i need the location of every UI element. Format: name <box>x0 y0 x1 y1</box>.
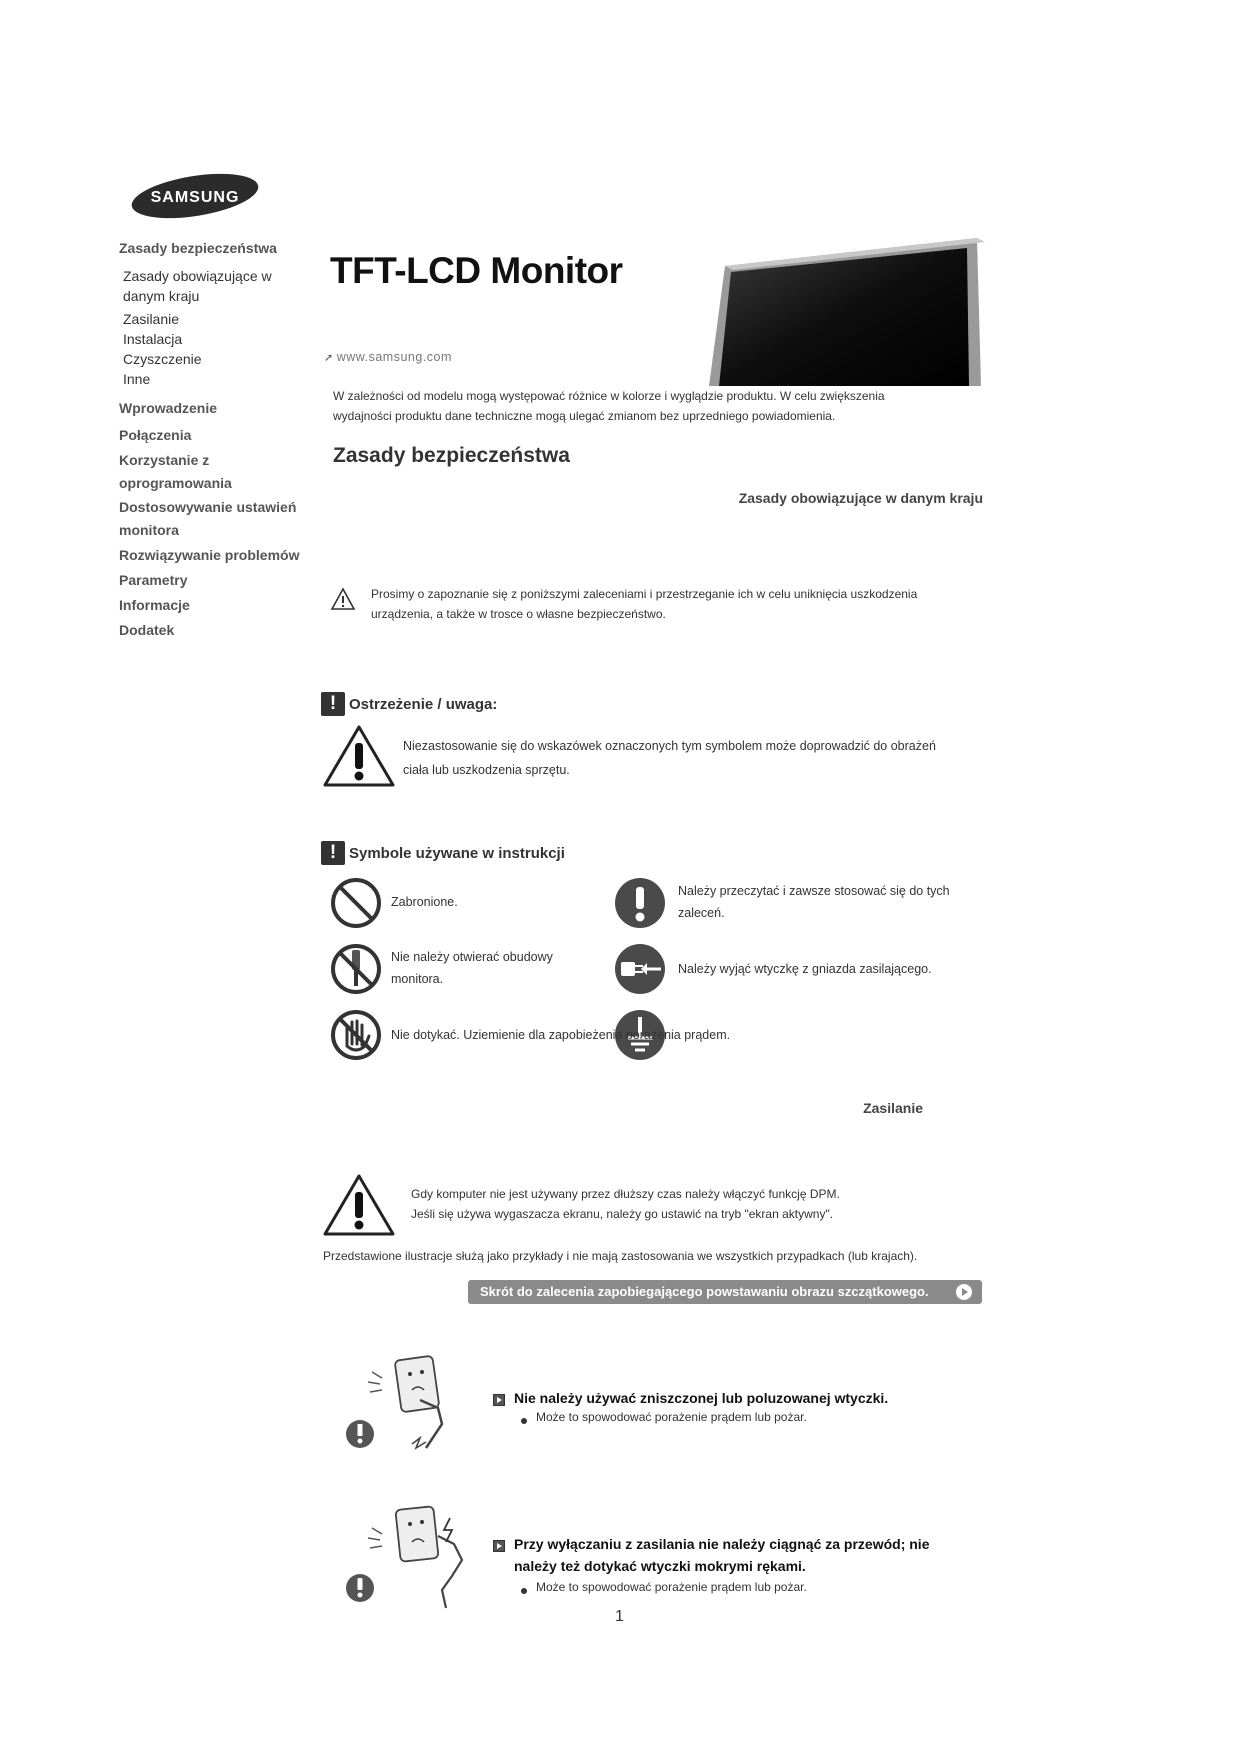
exclamation-box-icon: ! <box>321 841 345 865</box>
symbol-must-read-line-2: zaleceń. <box>678 906 725 920</box>
website-link[interactable] <box>324 350 452 364</box>
sidebar-item-safety[interactable]: Zasady bezpieczeństwa <box>119 240 277 256</box>
warning-heading: Ostrzeżenie / uwaga: <box>349 696 498 713</box>
warning-text <box>403 734 993 782</box>
symbol-must-read-line-1: Należy przeczytać i zawsze stosować się do tych <box>678 884 950 898</box>
wet-hands-plug-illustration <box>342 1500 492 1620</box>
arrow-icon: ➚ <box>324 352 334 364</box>
sidebar-item-connections[interactable]: Połączenia <box>119 427 192 443</box>
intro-text <box>371 584 981 624</box>
warning-triangle-icon <box>322 1172 396 1238</box>
sidebar-item-adjusting[interactable]: Dostosowywanie ustawień <box>119 499 297 515</box>
square-arrow-bullet-icon <box>493 1540 505 1552</box>
notice-line-2: wydajności produktu dane techniczne mogą ulegać zmianom bez uprzedniego powiadomienia. <box>333 409 836 423</box>
symbol-forbidden-label: Zabronione. <box>391 895 458 909</box>
symbol-no-open-line-2: monitora. <box>391 972 444 986</box>
symbol-no-open-line-1: Nie należy otwierać obudowy <box>391 950 553 964</box>
mandatory-exclamation-icon <box>613 876 667 930</box>
sidebar-subitem-installation[interactable]: Instalacja <box>123 331 183 347</box>
unplug-icon <box>613 942 667 996</box>
monitor-image <box>705 236 985 386</box>
warning-line-1: Niezastosowanie się do wskazówek oznaczonych tym symbolem może doprowadzić do obrażeń <box>403 739 936 753</box>
intro-line-1: Prosimy o zapoznanie się z poniższymi zaleceniami i przestrzeganie ich w celu uniknięcia uszkodzenia <box>371 587 918 601</box>
sidebar-subitem-country-rules[interactable]: Zasady obowiązujące w <box>123 268 272 284</box>
rule2-title <box>514 1533 929 1577</box>
no-disassemble-icon <box>329 942 383 996</box>
sidebar-item-software[interactable]: Korzystanie z <box>119 452 210 468</box>
page-number: 1 <box>615 1608 624 1625</box>
bullet-dot-icon <box>521 1588 527 1594</box>
no-touch-hand-icon <box>329 1008 383 1062</box>
illustration-note: Przedstawione ilustracje służą jako przykłady i nie mają zastosowania we wszystkich przypadkach (lub krajach). <box>323 1249 918 1263</box>
rule1-title: Nie należy używać zniszczonej lub poluzowanej wtyczki. <box>514 1390 889 1406</box>
sidebar-item-troubleshooting[interactable]: Rozwiązywanie problemów <box>119 547 300 563</box>
sidebar-subitem-cleaning[interactable]: Czyszczenie <box>123 351 202 367</box>
rule2-title-line-2: należy też dotykać wtyczki mokrymi rękami. <box>514 1558 806 1574</box>
exclamation-box-icon: ! <box>321 692 345 716</box>
intro-line-2: urządzenia, a także w trosce o własne bezpieczeństwo. <box>371 607 666 621</box>
dpm-text <box>411 1184 971 1224</box>
sidebar-item-specifications[interactable]: Parametry <box>119 572 188 588</box>
bullet-dot-icon <box>521 1418 527 1424</box>
forbidden-icon <box>329 876 383 930</box>
section-heading: Zasady bezpieczeństwa <box>333 444 570 467</box>
dpm-line-1: Gdy komputer nie jest używany przez dłuższy czas należy włączyć funkcję DPM. <box>411 1187 840 1201</box>
caution-triangle-icon <box>330 587 356 611</box>
sidebar-subitem-other[interactable]: Inne <box>123 371 151 387</box>
sidebar-item-information[interactable]: Informacje <box>119 597 190 613</box>
shortcut-button-label: Skrót do zalecenia zapobiegającego powstawaniu obrazu szczątkowego. <box>480 1284 929 1299</box>
warning-triangle-icon <box>322 723 396 789</box>
afterimage-shortcut-button[interactable] <box>468 1280 982 1304</box>
play-icon <box>956 1284 972 1300</box>
sidebar-item-software-2[interactable]: oprogramowania <box>119 475 232 491</box>
square-arrow-bullet-icon <box>493 1394 505 1406</box>
rule2-title-line-1: Przy wyłączaniu z zasilania nie należy ciągnąć za przewód; nie <box>514 1536 930 1552</box>
section-country-rules: Zasady obowiązujące w danym kraju <box>738 490 983 506</box>
damaged-plug-illustration <box>342 1352 454 1458</box>
website-text: www.samsung.com <box>336 350 452 364</box>
section-power: Zasilanie <box>863 1100 923 1116</box>
dpm-line-2: Jeśli się używa wygaszacza ekranu, należy go ustawić na tryb "ekran aktywny". <box>411 1207 834 1221</box>
warning-line-2: ciała lub uszkodzenia sprzętu. <box>403 763 570 777</box>
sidebar-item-adjusting-2[interactable]: monitora <box>119 522 179 538</box>
sidebar-item-appendix[interactable]: Dodatek <box>119 622 175 638</box>
notice-line-1: W zależności od modelu mogą występować różnice w kolorze i wyglądzie produktu. W celu zwiększenia <box>333 389 885 403</box>
notice-text <box>333 386 973 426</box>
rule1-bullet: Może to spowodować porażenie prądem lub pożar. <box>536 1410 807 1424</box>
logo-text: SAMSUNG <box>150 189 240 206</box>
symbol-must-read-label <box>678 880 950 924</box>
symbol-unplug-label: Należy wyjąć wtyczkę z gniazda zasilającego. <box>678 962 932 976</box>
symbol-no-open-label <box>391 946 553 990</box>
page-title: TFT-LCD Monitor <box>330 250 623 291</box>
sidebar-subitem-power[interactable]: Zasilanie <box>123 311 180 327</box>
sidebar-item-introduction[interactable]: Wprowadzenie <box>119 400 218 416</box>
symbols-heading: Symbole używane w instrukcji <box>349 845 565 862</box>
sidebar-subitem-country-rules-2[interactable]: danym kraju <box>123 288 200 304</box>
samsung-logo[interactable] <box>130 172 260 220</box>
rule2-bullet: Może to spowodować porażenie prądem lub pożar. <box>536 1580 807 1594</box>
symbol-no-touch-label: Nie dotykać. Uziemienie dla zapobieżenia porażenia prądem. <box>391 1028 731 1042</box>
